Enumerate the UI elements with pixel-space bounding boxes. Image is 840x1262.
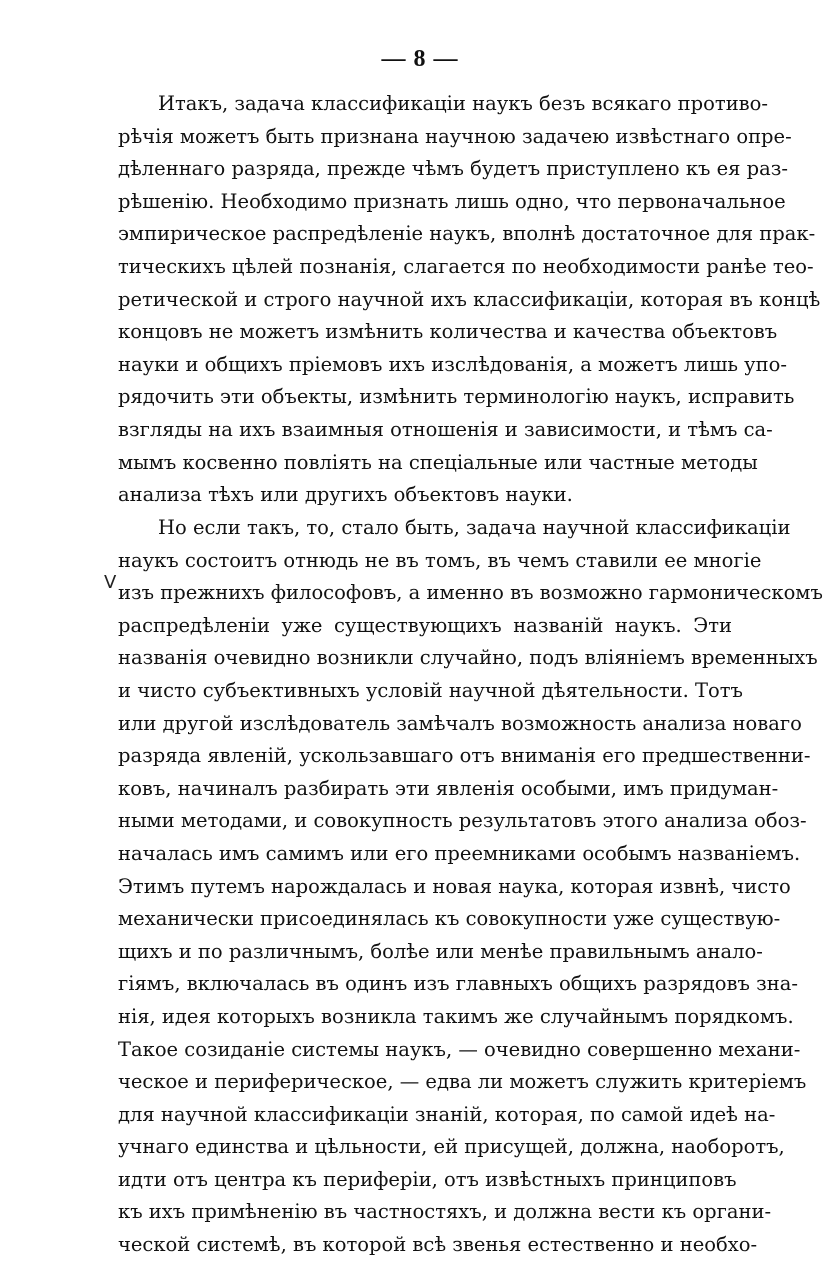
text-line: взгляды на ихъ взаимныя отношенія и зависимости, и тѣмъ са- — [118, 417, 773, 441]
text-line: распредѣленіи уже существующихъ названій наукъ. Эти — [118, 613, 732, 637]
text-line: изъ прежнихъ философовъ, а именно въ возможно гармоническомъ — [118, 581, 823, 605]
text-line: механически присоединялась къ совокупности уже существую- — [118, 907, 781, 931]
text-line: Но если такъ, то, стало быть, задача научной классификаціи — [158, 516, 791, 539]
margin-mark: V — [104, 572, 117, 593]
text-line: эмпирическое распредѣленіе наукъ, вполнѣ достаточное для прак- — [118, 222, 816, 246]
text-line: началась имъ самимъ или его преемниками особымъ названіемъ. — [118, 841, 801, 865]
text-line: науки и общихъ пріемовъ ихъ изслѣдованія, а можетъ лишь упо- — [118, 352, 787, 376]
text-line: Итакъ, задача классификаціи наукъ безъ всякаго противо- — [158, 92, 768, 115]
text-line: тическихъ цѣлей познанія, слагается по необходимости ранѣе тео- — [118, 254, 814, 278]
text-line: ретической и строго научной ихъ классификаціи, которая въ концѣ — [118, 287, 821, 311]
text-line: къ ихъ примѣненію въ частностяхъ, и должна вести къ органи- — [118, 1200, 772, 1224]
text-line: и чисто субъективныхъ условій научной дѣятельности. Тотъ — [118, 678, 743, 702]
text-line: ковъ, начиналъ разбирать эти явленія особыми, имъ придуман- — [118, 776, 779, 800]
text-line: названія очевидно возникли случайно, подъ вліяніемъ временныхъ — [118, 646, 818, 670]
text-line: идти отъ центра къ периферіи, отъ извѣстныхъ принциповъ — [118, 1167, 737, 1191]
text-line: или другой изслѣдователь замѣчалъ возможность анализа новаго — [118, 711, 802, 735]
text-line: учнаго единства и цѣльности, ей присущей, должна, наоборотъ, — [118, 1135, 785, 1159]
text-line: анализа тѣхъ или другихъ объектовъ науки. — [118, 483, 573, 507]
text-line: щихъ и по различнымъ, болѣе или менѣе правильнымъ анало- — [118, 939, 763, 963]
text-line: дѣленнаго разряда, прежде чѣмъ будетъ приступлено къ ея раз- — [118, 157, 788, 181]
text-line: нія, идея которыхъ возникла такимъ же случайнымъ порядкомъ. — [118, 1004, 794, 1028]
text-line: мымъ косвенно повліять на спеціальные или частные методы — [118, 450, 758, 474]
text-line: рѣшенію. Необходимо признать лишь одно, что первоначальное — [118, 189, 786, 213]
text-line: гіямъ, включалась въ одинъ изъ главныхъ общихъ разрядовъ зна- — [118, 972, 798, 996]
text-line: Этимъ путемъ нарождалась и новая наука, которая извнѣ, чисто — [118, 874, 791, 898]
text-line: рѣчія можетъ быть признана научною задачею извѣстнаго опре- — [118, 124, 792, 148]
text-line: Такое созиданіе системы наукъ, — очевидно совершенно механи- — [118, 1037, 801, 1061]
page-number: — 8 — — [381, 46, 459, 72]
paragraph-1 — [118, 88, 821, 512]
paragraph-2 — [118, 512, 823, 1262]
text-line: ческой системѣ, въ которой всѣ звенья естественно и необхо- — [118, 1233, 758, 1257]
text-line: ческое и периферическое, — едва ли можетъ служить критеріемъ — [118, 1070, 807, 1094]
text-line: для научной классификаціи знаній, которая, по самой идеѣ на- — [118, 1102, 776, 1126]
text-line: разряда явленій, ускользавшаго отъ вниманія его предшественни- — [118, 744, 811, 768]
text-line: наукъ состоитъ отнюдь не въ томъ, въ чемъ ставили ее многіе — [118, 548, 762, 572]
text-line: рядочить эти объекты, измѣнить терминологію наукъ, исправить — [118, 385, 795, 409]
text-line: ными методами, и совокупность результатовъ этого анализа обоз- — [118, 809, 807, 833]
text-line: концовъ не можетъ измѣнить количества и качества объектовъ — [118, 320, 778, 344]
